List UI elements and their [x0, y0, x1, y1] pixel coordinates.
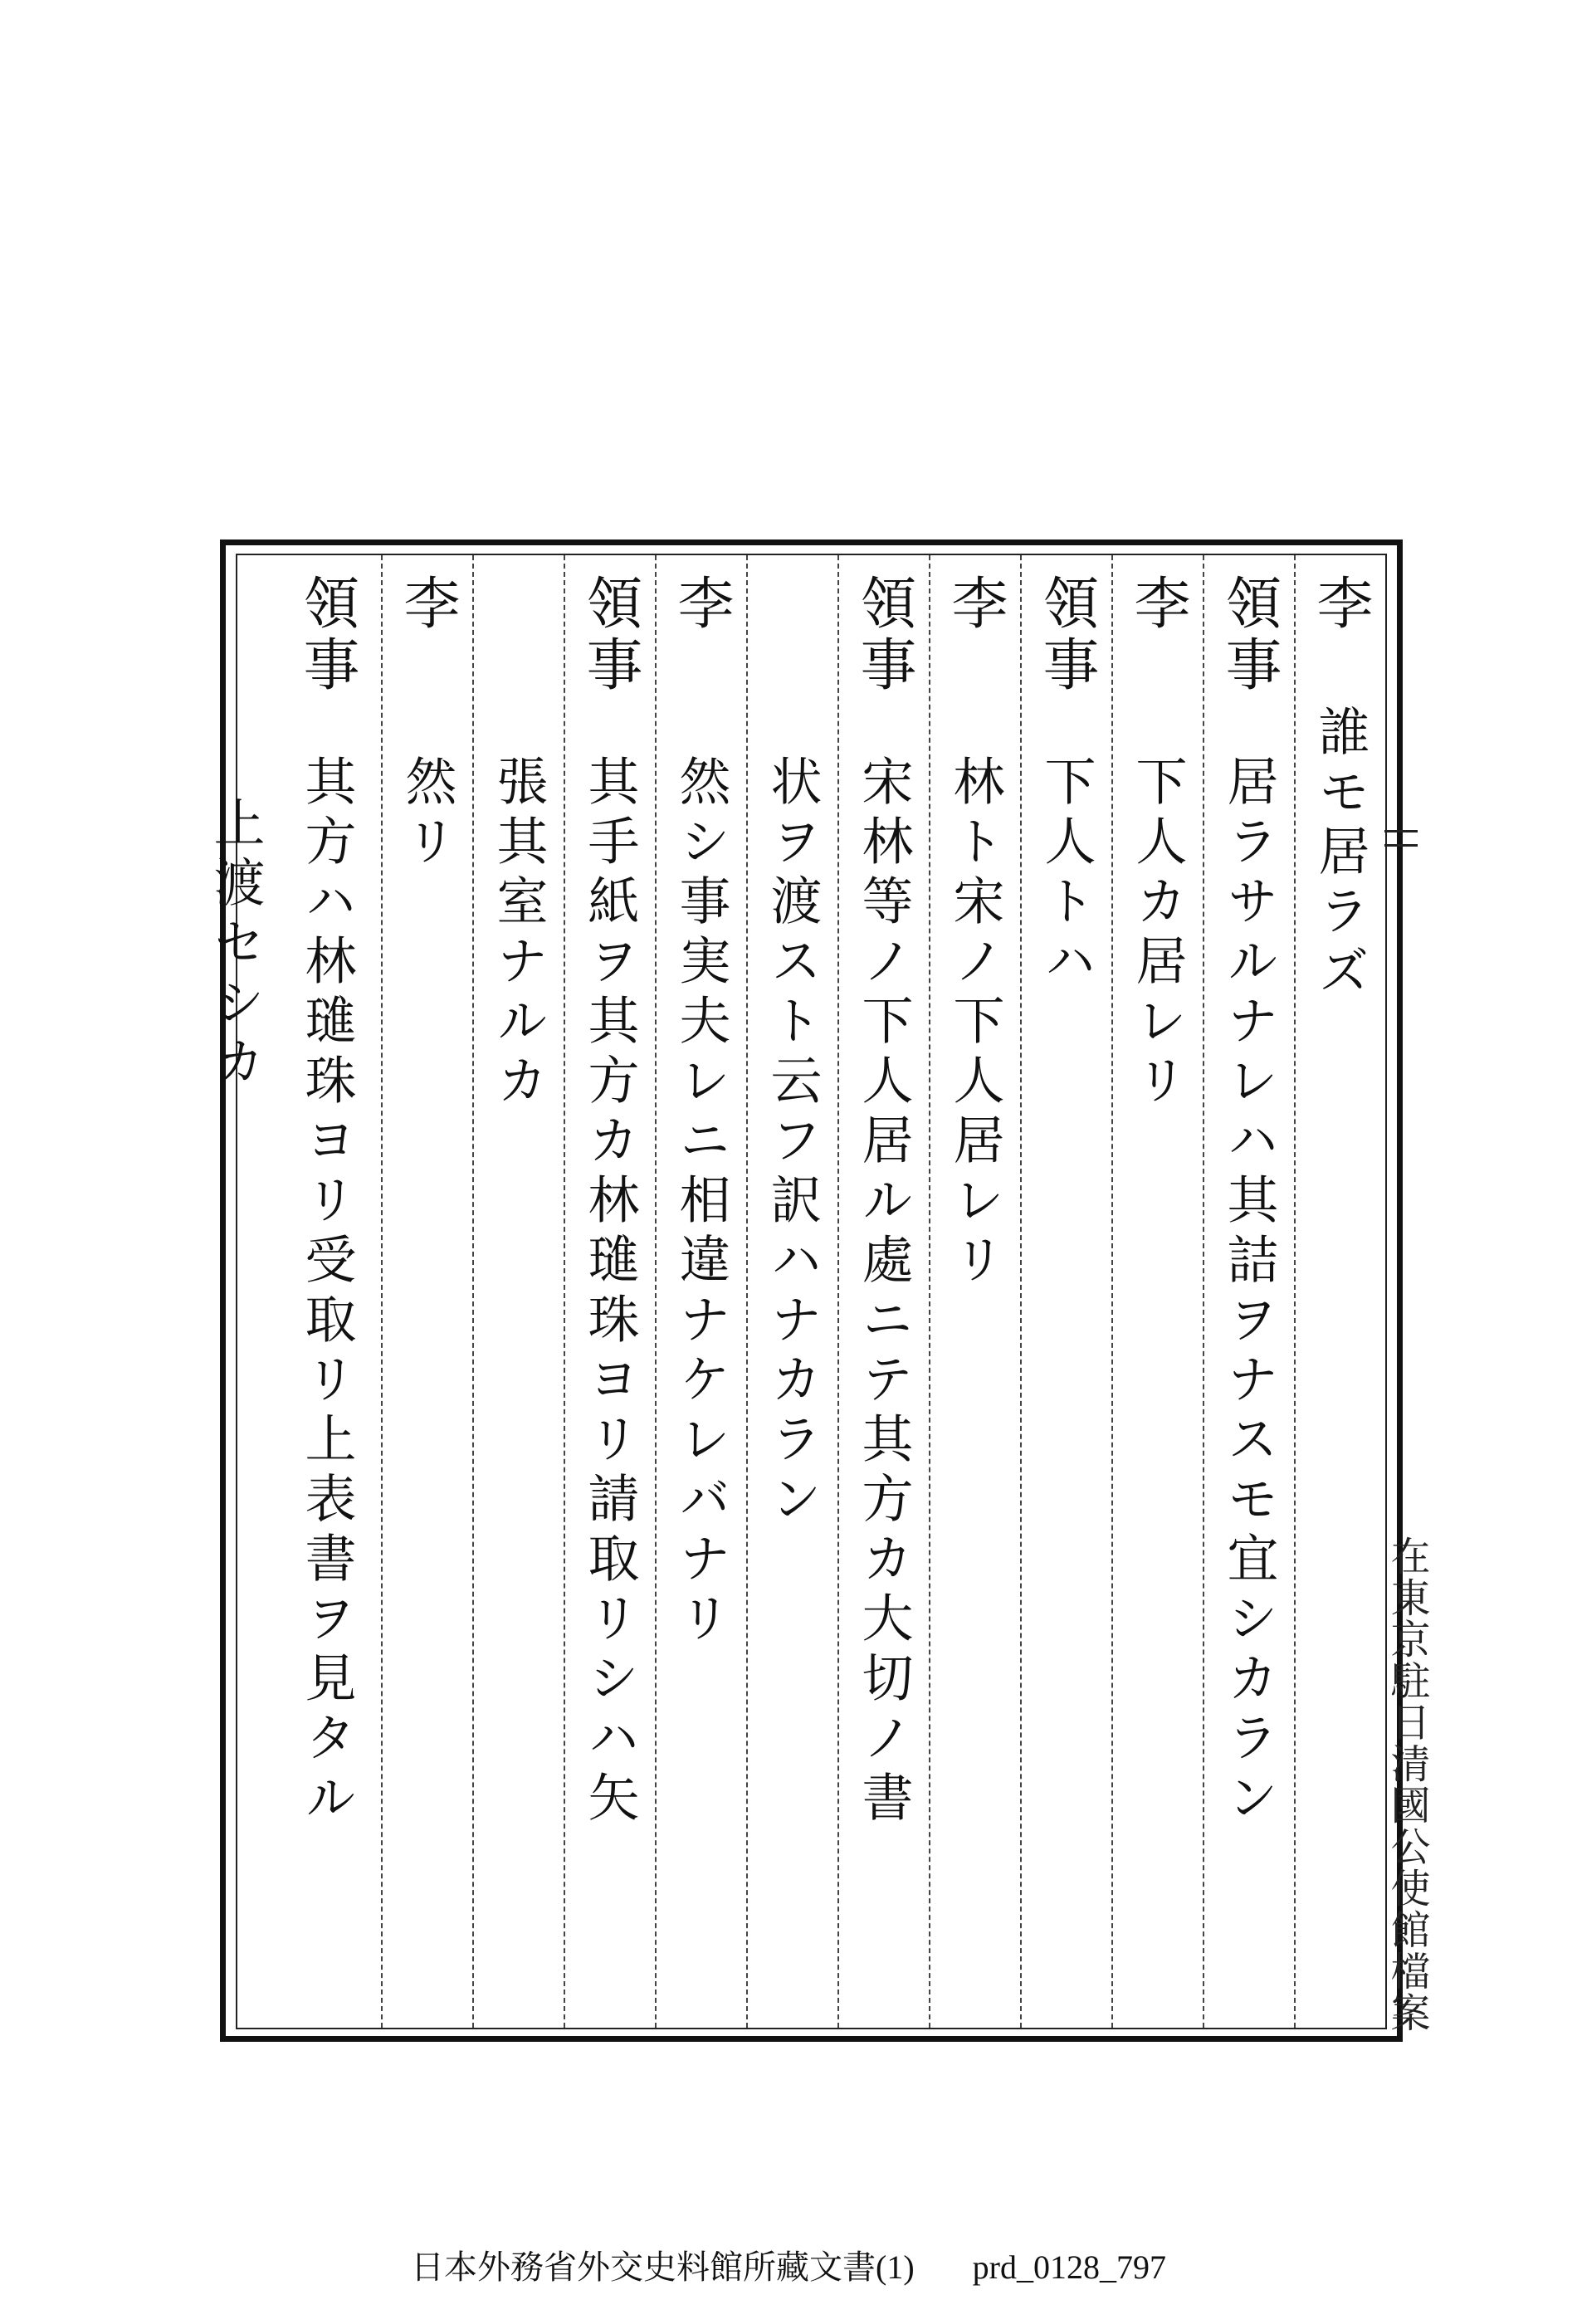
- speaker-label: 領事: [1216, 574, 1282, 696]
- column-text: 下人カ居レリ: [1127, 754, 1188, 1113]
- speaker-label: 李: [668, 574, 734, 635]
- manuscript-frame: [205, 540, 1403, 2042]
- speaker-label: 領事: [577, 574, 642, 696]
- column-text: 張其室ナルカ: [488, 754, 549, 1113]
- column-10: [472, 555, 564, 2028]
- margin-mark: [1384, 830, 1418, 847]
- speaker-label: 領事: [294, 574, 359, 696]
- column-text: 宋林等ノ下人居ル處ニテ其方カ大切ノ書: [853, 754, 914, 1830]
- speaker-label: 李: [394, 574, 460, 635]
- column-6: [837, 555, 929, 2028]
- document-id: prd_0128_797: [972, 2248, 1166, 2286]
- column-2: [1203, 555, 1294, 2028]
- column-text: 誰モ居ラズ: [1310, 705, 1370, 1003]
- column-text: 其方ハ林璡珠ヨリ受取リ上表書ヲ見タル: [296, 754, 357, 1830]
- column-4: [1020, 555, 1111, 2028]
- page-footer: [0, 2241, 1577, 2288]
- column-1: [1294, 555, 1385, 2028]
- column-text: 居ラサルナレハ其詰ヲナスモ宜シカラン: [1218, 754, 1279, 1830]
- column-text: 状ヲ渡スト云フ訳ハナカラン: [762, 754, 823, 1531]
- column-12: [205, 555, 381, 2028]
- column-11: [381, 555, 472, 2028]
- speaker-label: 李: [1307, 574, 1373, 635]
- speaker-label: 李: [1125, 574, 1190, 635]
- collection-caption: 日本外務省外交史料館所藏文書(1): [411, 2248, 915, 2286]
- column-9: [564, 555, 655, 2028]
- speaker-label: 領事: [1033, 574, 1099, 696]
- column-7: [746, 555, 837, 2028]
- column-text: 然シ事実夫レニ相違ナケレバナリ: [671, 754, 731, 1651]
- column-text: 其手紙ヲ其方カ林璡珠ヨリ請取リシハ矢: [579, 754, 640, 1830]
- column-text: 然リ: [397, 754, 457, 874]
- column-3: [1111, 555, 1203, 2028]
- manuscript-grid: [205, 554, 1387, 2029]
- speaker-label: 李: [942, 574, 1008, 635]
- archive-stamp-text: 在東京駐日清國公使館檔案: [1384, 1536, 1430, 2034]
- column-text: 下人トハ: [1036, 754, 1096, 994]
- speaker-label: 領事: [851, 574, 916, 696]
- column-8: [655, 555, 746, 2028]
- column-text: 林ト宋ノ下人居レリ: [945, 754, 1005, 1292]
- column-5: [929, 555, 1020, 2028]
- column-text-continued: 上渡セシカ: [205, 796, 266, 1095]
